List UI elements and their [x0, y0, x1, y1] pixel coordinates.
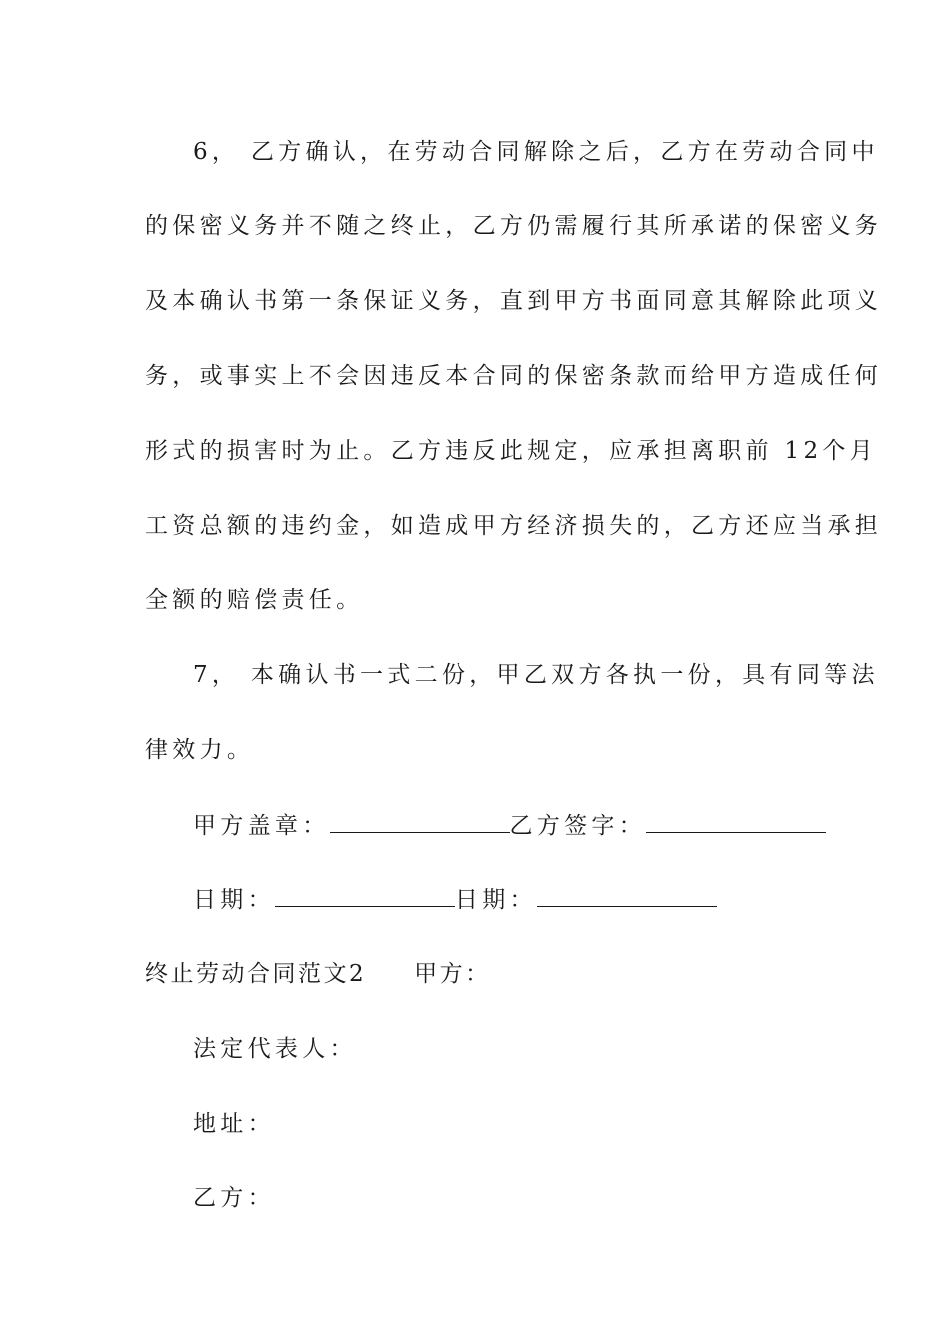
date-row	[193, 884, 873, 915]
paragraph-6-line-7: 全额的赔偿责任。	[145, 587, 364, 613]
party-a-seal-label: 甲方盖章：	[193, 813, 330, 839]
paragraph-6-line-3: 及本确认书第一条保证义务，直到甲方书面同意其解除此项义	[145, 288, 883, 314]
date-label-a: 日期：	[193, 887, 275, 913]
paragraph-6-line-6: 工资总额的违约金，如造成甲方经济损失的，乙方还应当承担	[145, 513, 883, 539]
paragraph-6-line-4: 务，或事实上不会因违反本合同的保密条款而给甲方造成任何	[145, 363, 883, 389]
date-label-b: 日期：	[454, 887, 537, 913]
party-b-sign-blank[interactable]	[646, 810, 826, 833]
paragraph-6-line-5: 形式的损害时为止。乙方违反此规定，应承担离职前 12个月	[145, 438, 877, 464]
legal-representative-label: 法定代表人：	[193, 1036, 357, 1062]
paragraph-7-line-2: 律效力。	[145, 737, 255, 763]
party-b-label: 乙方：	[193, 1185, 275, 1211]
party-a-seal-blank[interactable]	[330, 810, 510, 833]
sample-2-party-a-label: 甲方：	[414, 961, 491, 987]
sample-2-heading	[145, 959, 825, 989]
address-label: 地址：	[193, 1111, 275, 1137]
signature-row	[193, 810, 873, 841]
paragraph-6-line-2: 的保密义务并不随之终止，乙方仍需履行其所承诺的保密义务	[145, 213, 883, 239]
date-b-blank[interactable]	[537, 884, 717, 907]
party-b-sign-label: 乙方签字：	[509, 813, 646, 839]
paragraph-6-line-1: 6， 乙方确认，在劳动合同解除之后，乙方在劳动合同中	[193, 139, 879, 165]
sample-2-title: 终止劳动合同范文2	[145, 961, 367, 987]
date-a-blank[interactable]	[275, 884, 455, 907]
paragraph-7-line-1: 7， 本确认书一式二份，甲乙双方各执一份，具有同等法	[193, 662, 879, 688]
